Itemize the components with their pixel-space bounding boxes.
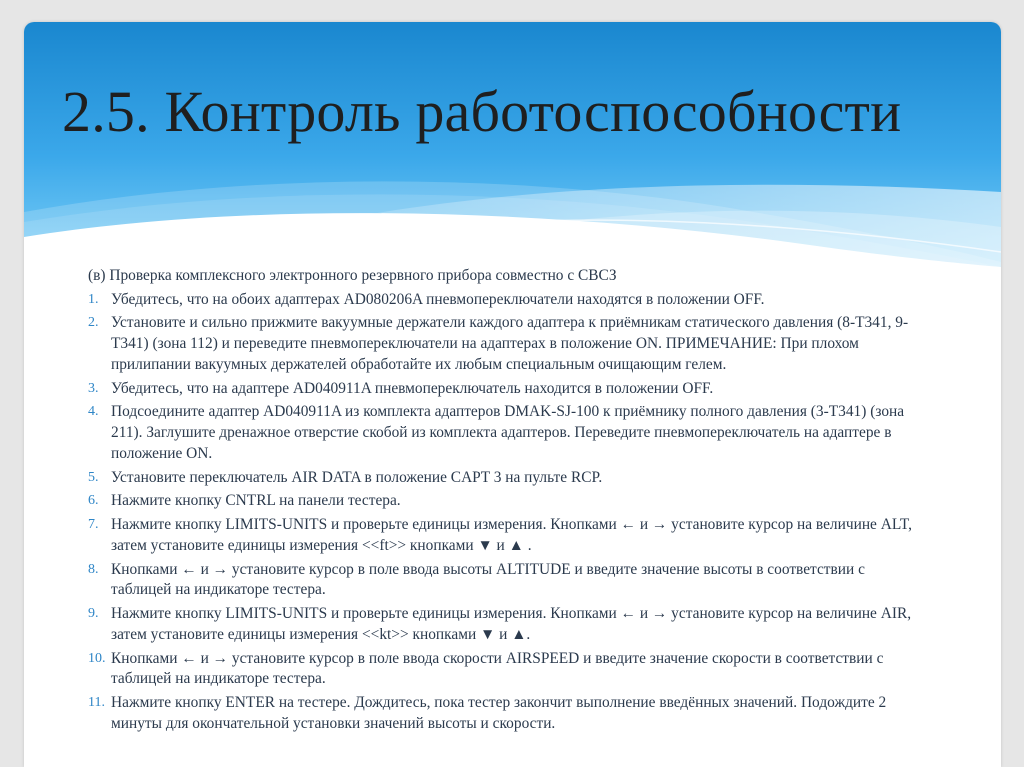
steps-list <box>88 290 918 735</box>
step-text: Нажмите кнопку CNTRL на панели тестера. <box>111 492 401 510</box>
intro-text: (в) Проверка комплексного электронного резервного прибора совместно с СВСЗ <box>88 267 617 284</box>
step-text: Нажмите кнопку ENTER на тестере. Дождитесь, пока тестер закончит выполнение введённых значений. Подождите 2 минуты для окончательной установки значений высоты и скорости. <box>111 694 887 732</box>
step-number: 3. <box>88 380 99 396</box>
step-number: 7. <box>88 517 99 533</box>
step-number: 8. <box>88 561 99 577</box>
slide-content <box>88 266 918 738</box>
list-item <box>88 379 918 400</box>
list-item <box>88 604 918 645</box>
step-text: Установите и сильно прижмите вакуумные держатели каждого адаптера к приёмникам статического давления (8-T341, 9-T341) (зона 112) и переведите пневмопереключатели на адаптерах в положение ON. ПРИМЕЧАНИЕ: При плохом прилипании вакуумных держателей обработайте их любым специальным очищающим гелем. <box>111 314 909 373</box>
step-text: Кнопками ← и → установите курсор в поле ввода скорости AIRSPEED и введите значение скорости в соответствии с таблицей на индикаторе тестера. <box>111 649 884 688</box>
slide <box>24 22 1001 767</box>
step-text: Убедитесь, что на обоих адаптерах AD080206A пневмопереключатели находятся в положении OFF. <box>111 290 765 308</box>
step-number: 10. <box>88 650 106 666</box>
step-text: Подсоедините адаптер AD040911A из комплекта адаптеров DMAK-SJ-100 к приёмнику полного давления (3-T341) (зона 211). Заглушите дренажное отверстие скобой из комплекта адаптеров. Переведите пневмопереключатель на адаптере в положение ON. <box>111 403 905 462</box>
page-title: 2.5. Контроль работоспособности <box>62 79 902 144</box>
list-item <box>88 313 918 375</box>
step-number: 5. <box>88 469 99 485</box>
step-text: Нажмите кнопку LIMITS-UNITS и проверьте единицы измерения. Кнопками ← и → установите курсор на величине AIR, затем установите единицы измерения <<kt>> кнопками ▼ и ▲. <box>111 605 912 643</box>
step-number: 2. <box>88 315 99 331</box>
list-item <box>88 649 918 690</box>
list-item <box>88 468 918 489</box>
slide-header <box>24 22 1001 267</box>
step-number: 4. <box>88 404 99 420</box>
step-number: 1. <box>88 291 99 307</box>
list-item <box>88 290 918 311</box>
list-item <box>88 402 918 464</box>
step-number: 11. <box>88 695 105 711</box>
list-item <box>88 491 918 512</box>
step-text: Убедитесь, что на адаптере AD040911A пневмопереключатель находится в положении OFF. <box>111 379 714 397</box>
list-item <box>88 693 918 734</box>
step-number: 6. <box>88 493 99 509</box>
list-item <box>88 515 918 556</box>
step-text: Нажмите кнопку LIMITS-UNITS и проверьте единицы измерения. Кнопками ← и → установите курсор на величине ALT, затем установите единицы измерения <<ft>> кнопками ▼ и ▲ . <box>111 516 912 554</box>
step-number: 9. <box>88 606 99 622</box>
list-item <box>88 560 918 601</box>
step-text: Установите переключатель AIR DATA в положение CAPT 3 на пульте RCP. <box>111 468 603 486</box>
step-text: Кнопками ← и → установите курсор в поле ввода высоты ALTITUDE и введите значение высоты в соответствии с таблицей на индикаторе тестера. <box>111 560 865 599</box>
